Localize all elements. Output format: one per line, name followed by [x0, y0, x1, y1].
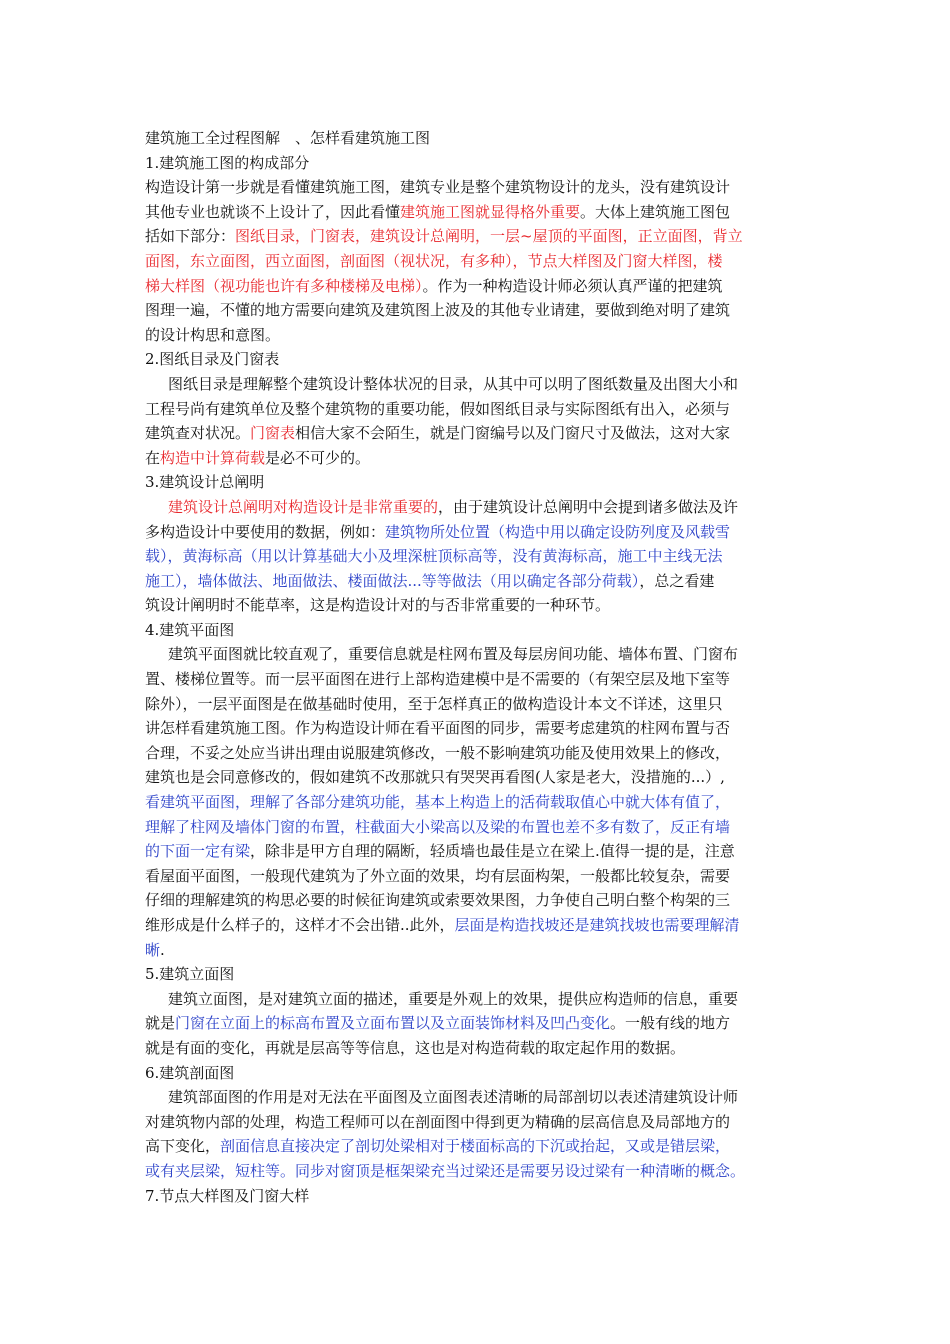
paragraph-4	[145, 642, 807, 962]
text-line: 置、楼梯位置等。而一层平面图在进行上部构造建模中是不需要的（有架空层及地下室等	[145, 670, 731, 689]
text-run: ，总之看建	[639, 571, 715, 590]
highlight-blue: 门窗在立面上的标高布置及立面布置以及立面装饰材料及凹凸变化	[175, 1014, 611, 1033]
text-line: 讲怎样看建筑施工图。作为构造设计师在看平面图的同步，需要考虑建筑的柱网布置与否	[145, 719, 731, 738]
text-line	[145, 200, 807, 225]
text-line: 图纸目录是理解整个建筑设计整体状况的目录，从其中可以明了图纸数量及出图大小和	[168, 374, 739, 393]
text-line: 建筑平面图就比较直观了，重要信息就是柱网布置及每层房间功能、墙体布置、门窗布	[168, 645, 739, 664]
text-run: 建筑查对状况。	[145, 424, 251, 443]
text-run: 相信大家不会陌生，就是门窗编号以及门窗尺寸及做法，这对大家	[295, 424, 731, 443]
highlight-red: 梯大样图（视功能也许有多种楼梯及电梯）	[145, 276, 423, 295]
highlight-blue: 看建筑平面图，理解了各部分建筑功能，基本上构造上的活荷载取值心中就大体有值了，	[145, 793, 731, 812]
highlight-red: 建筑设计总阐明对构造设计是非常重要的	[168, 497, 439, 516]
highlight-red: 门窗表	[250, 424, 296, 443]
paragraph-6	[145, 1085, 807, 1183]
text-run: 高下变化，	[145, 1137, 221, 1156]
text-run: 在	[145, 448, 161, 467]
text-line: 建筑立面图，是对建筑立面的描述，重要是外观上的效果，提供应构造师的信息，重要	[168, 989, 739, 1008]
highlight-blue: 或有夹层梁，短柱等。同步对窗顶是框架梁充当过梁还是需要另设过梁有一种清晰的概念。	[145, 1161, 746, 1180]
text-run: ，除非是甲方自理的隔断，轻质墙也最佳是立在梁上.值得一提的是，注意	[250, 842, 735, 861]
text-run: 是必不可少的。	[265, 448, 371, 467]
text-line: 构造设计第一步就是看懂建筑施工图，建筑专业是整个建筑物设计的龙头，没有建筑设计	[145, 178, 731, 197]
text-run: ，由于建筑设计总阐明中会提到诸多做法及许	[438, 497, 739, 516]
text-line: 合理，不妥之处应当讲出理由说服建筑修改，一般不影响建筑功能及使用效果上的修改，	[145, 743, 731, 762]
highlight-blue: 施工），墙体做法、地面做法、楼面做法...等等做法（用以确定各部分荷载）	[145, 571, 640, 590]
highlight-red: 建筑施工图就显得格外重要	[400, 202, 581, 221]
document-body	[145, 126, 807, 1208]
section-heading-4: 4.建筑平面图	[145, 620, 235, 639]
text-line	[145, 274, 807, 299]
highlight-red: 构造中计算荷载	[160, 448, 266, 467]
text-line: 建筑也是会同意修改的，假如建筑不改那就只有哭哭再看图(人家是老大，没措施的...）,	[145, 768, 725, 787]
text-line: 就是有面的变化，再就是层高等等信息，这也是对构造荷载的取定起作用的数据。	[145, 1038, 686, 1057]
text-run: 多构造设计中要使用的数据，例如：	[145, 522, 386, 541]
text-line: 图理一遍，不懂的地方需要向建筑及建筑图上波及的其他专业请建，要做到绝对明了建筑	[145, 301, 731, 320]
highlight-blue: 载），黄海标高（用以计算基础大小及埋深桩顶标高等，没有黄海标高，施工中主线无法	[145, 547, 723, 566]
paragraph-1	[145, 175, 807, 347]
text-line: 除外），一层平面图是在做基础时使用，至于怎样真正的做构造设计本文不详述，这里只	[145, 694, 723, 713]
text-line: 建筑部面图的作用是对无法在平面图及立面图表述清晰的局部剖切以表述清建筑设计师	[168, 1088, 739, 1107]
text-line	[145, 1134, 807, 1159]
text-run: 。大体上建筑施工图包	[580, 202, 731, 221]
section-heading-6: 6.建筑剖面图	[145, 1063, 235, 1082]
text-run: 维形成是什么样子的，这样才不会出错..此外，	[145, 916, 455, 934]
text-run: 。一般有线的地方	[610, 1014, 731, 1033]
text-line	[145, 839, 807, 864]
highlight-red: 面图，东立面图，西立面图，剖面图（视状况，有多种），节点大样图及门窗大样图，楼	[145, 251, 723, 270]
text-run: 就是	[145, 1014, 176, 1033]
text-run: 。作为一种构造设计师必须认真严谨的把建筑	[422, 276, 723, 295]
text-line	[145, 224, 807, 249]
section-heading-3: 3.建筑设计总阐明	[145, 473, 265, 492]
text-line	[145, 446, 807, 471]
highlight-blue: 理解了柱网及墙体门窗的布置，柱截面大小梁高以及梁的布置也差不多有数了，反正有墙	[145, 817, 731, 836]
paragraph-2	[145, 372, 807, 470]
highlight-blue: 剖面信息直接决定了剖切处梁相对于楼面标高的下沉或抬起，又或是错层梁，	[220, 1137, 731, 1156]
paragraph-3	[145, 495, 807, 618]
highlight-blue: 建筑物所处位置（构造中用以确定设防列度及风载雪	[385, 522, 731, 541]
text-run: .	[160, 940, 165, 959]
text-line: 的设计构思和意图。	[145, 325, 281, 344]
text-line	[145, 421, 807, 446]
text-run: 括如下部分：	[145, 227, 236, 246]
section-heading-2: 2.图纸目录及门窗表	[145, 350, 280, 369]
paragraph-5	[145, 987, 807, 1061]
text-line	[145, 913, 807, 938]
text-line: 对建筑物内部的处理，构造工程师可以在剖面图中得到更为精确的层高信息及局部地方的	[145, 1112, 731, 1131]
section-heading-7: 7.节点大样图及门窗大样	[145, 1186, 310, 1205]
text-line: 工程号尚有建筑单位及整个建筑物的重要功能，假如图纸目录与实际图纸有出入，必须与	[145, 399, 731, 418]
text-line	[145, 1011, 807, 1036]
section-heading-1: 1.建筑施工图的构成部分	[145, 153, 310, 172]
section-heading-5: 5.建筑立面图	[145, 965, 235, 984]
text-line	[145, 520, 807, 545]
highlight-blue: 的下面一定有梁	[145, 842, 251, 861]
text-line: 仔细的理解建筑的构思必要的时候征询建筑或索要效果图，力争使自己明白整个构架的三	[145, 891, 731, 910]
text-line	[145, 569, 807, 594]
highlight-red: 图纸目录，门窗表，建筑设计总阐明，一层~屋顶的平面图，正立面图，背立	[235, 227, 743, 246]
highlight-blue: 晰	[145, 940, 161, 959]
highlight-blue: 层面是构造找坡还是建筑找坡也需要理解清	[454, 916, 740, 934]
text-line: 筑设计阐明时不能草率，这是构造设计对的与否非常重要的一种环节。	[145, 596, 611, 615]
text-line	[145, 495, 807, 520]
text-run: 其他专业也就谈不上设计了，因此看懂	[145, 202, 401, 221]
document-title: 建筑施工全过程图解 、怎样看建筑施工图	[145, 129, 431, 147]
text-line: 看屋面平面图，一般现代建筑为了外立面的效果，均有层面构架，一般都比较复杂，需要	[145, 866, 731, 885]
text-line	[145, 938, 807, 963]
